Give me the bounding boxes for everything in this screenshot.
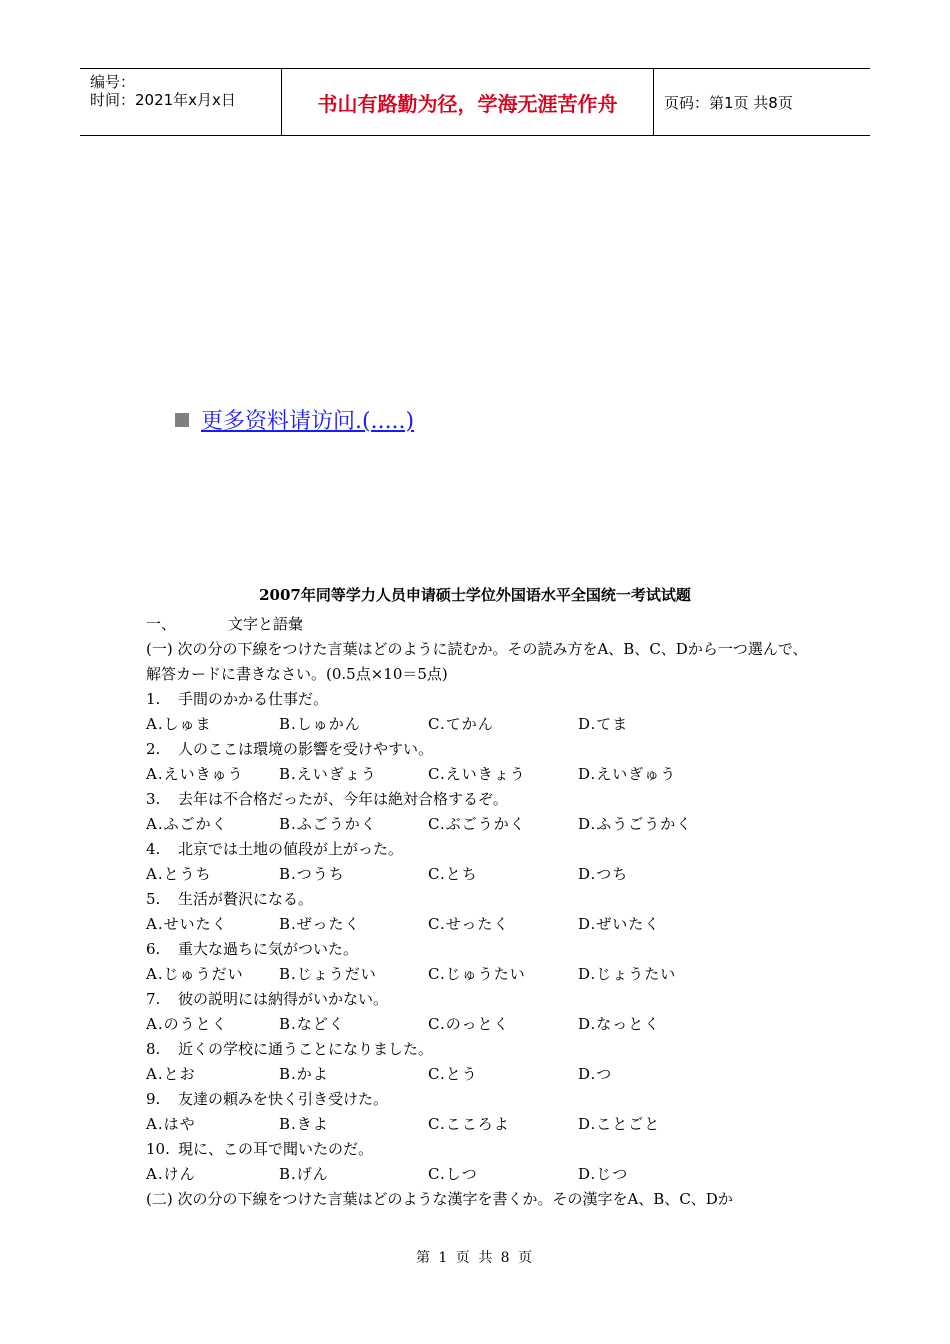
- answer-options: [146, 812, 816, 837]
- section-number: 一、: [146, 615, 177, 633]
- question-text: 生活が贅沢になる。: [178, 890, 314, 908]
- answer-options: [146, 1112, 816, 1137]
- answer-option: D.なっとく: [578, 1015, 661, 1033]
- answer-option: C.しつ: [428, 1165, 478, 1183]
- question-stem: [146, 1087, 816, 1112]
- answer-option: A.はや: [146, 1115, 196, 1133]
- answer-option: A.えいきゅう: [146, 765, 244, 783]
- answer-option: B.つうち: [279, 865, 345, 883]
- answer-options: [146, 912, 816, 937]
- answer-option: C.てかん: [428, 715, 494, 733]
- question-text: 近くの学校に通うことになりました。: [178, 1040, 434, 1058]
- answer-options: [146, 1012, 816, 1037]
- question-text: 友達の頼みを快く引き受けた。: [178, 1090, 389, 1108]
- question-number: 7.: [146, 990, 161, 1008]
- answer-option: C.こころよ: [428, 1115, 510, 1133]
- header-meta: [80, 69, 282, 135]
- part1-instruction: (一) 次の分の下線をつけた言葉はどのように読むか。その読み方をA、B、C、Dから一つ選んで、解答カードに書きなさい。(0.5点×10＝5点): [146, 640, 808, 683]
- question-text: 人のここは環境の影響を受けやすい。: [178, 740, 434, 758]
- answer-option: D.えいぎゅう: [578, 765, 677, 783]
- answer-option: A.ふごかく: [146, 815, 228, 833]
- answer-options: [146, 762, 816, 787]
- question-number: 2.: [146, 740, 161, 758]
- question-stem: [146, 1037, 816, 1062]
- answer-option: B.えいぎょう: [279, 765, 377, 783]
- question-stem: [146, 737, 816, 762]
- answer-option: B.ぜったく: [279, 915, 361, 933]
- question-text: 重大な過ちに気がついた。: [178, 940, 359, 958]
- answer-option: D.ことごと: [578, 1115, 661, 1133]
- question-list: [146, 687, 816, 1187]
- answer-option: B.きよ: [279, 1115, 329, 1133]
- answer-options: [146, 712, 816, 737]
- answer-option: B.かよ: [279, 1065, 329, 1083]
- header-page-code: [654, 69, 870, 135]
- question-stem: [146, 887, 816, 912]
- answer-option: B.などく: [279, 1015, 345, 1033]
- question-stem: [146, 1137, 816, 1162]
- exam-content: [146, 612, 816, 1212]
- header-motto-cell: [282, 69, 654, 135]
- answer-option: C.じゅうたい: [428, 965, 526, 983]
- answer-option: C.ぶごうかく: [428, 815, 526, 833]
- answer-option: D.ぜいたく: [578, 915, 661, 933]
- question-stem: [146, 687, 816, 712]
- question-number: 3.: [146, 790, 161, 808]
- question-number: 10.: [146, 1140, 170, 1158]
- question-number: 4.: [146, 840, 161, 858]
- answer-option: B.じょうだい: [279, 965, 377, 983]
- question-number: 8.: [146, 1040, 161, 1058]
- more-resources-link[interactable]: 更多资料请访问.(.....): [201, 409, 415, 434]
- question-number: 6.: [146, 940, 161, 958]
- question-stem: [146, 937, 816, 962]
- answer-options: [146, 1062, 816, 1087]
- answer-option: D.つち: [578, 865, 629, 883]
- answer-option: C.とち: [428, 865, 478, 883]
- question-text: 去年は不合格だったが、今年は絶対合格するぞ。: [178, 790, 508, 808]
- question-text: 彼の説明には納得がいかない。: [178, 990, 389, 1008]
- page-footer: 第 1 页 共 8 页: [415, 1250, 535, 1266]
- question-stem: [146, 837, 816, 862]
- answer-option: A.せいたく: [146, 915, 228, 933]
- answer-options: [146, 962, 816, 987]
- question-text: 手間のかかる仕事だ。: [178, 690, 329, 708]
- answer-options: [146, 1162, 816, 1187]
- answer-option: D.じょうたい: [578, 965, 677, 983]
- answer-option: D.じつ: [578, 1165, 629, 1183]
- more-resources: [175, 404, 414, 435]
- document-title: 2007年同等学力人员申请硕士学位外国语水平全国统一考试试题: [259, 586, 691, 604]
- square-bullet-icon: [175, 413, 189, 427]
- time-label: 时间：2021年x月x日: [90, 91, 236, 109]
- question-number: 9.: [146, 1090, 161, 1108]
- question-number: 5.: [146, 890, 161, 908]
- question-stem: [146, 987, 816, 1012]
- page-header: [80, 68, 870, 136]
- motto: 书山有路勤为径，学海无涯苦作舟: [317, 91, 618, 116]
- question-text: 現に、この耳で聞いたのだ。: [178, 1140, 374, 1158]
- answer-option: A.とうち: [146, 865, 212, 883]
- answer-option: B.げん: [279, 1165, 329, 1183]
- section-heading: [146, 612, 816, 637]
- answer-option: C.のっとく: [428, 1015, 510, 1033]
- question-text: 北京では土地の値段が上がった。: [178, 840, 404, 858]
- question-number: 1.: [146, 690, 161, 708]
- answer-option: A.けん: [146, 1165, 196, 1183]
- answer-option: C.とう: [428, 1065, 478, 1083]
- answer-option: D.ふうごうかく: [578, 815, 693, 833]
- answer-option: A.とお: [146, 1065, 196, 1083]
- answer-option: D.てま: [578, 715, 629, 733]
- answer-option: C.えいきょう: [428, 765, 526, 783]
- answer-option: A.しゅま: [146, 715, 212, 733]
- answer-options: [146, 862, 816, 887]
- page-code: 页码：第1页 共8页: [664, 93, 793, 112]
- answer-option: B.しゅかん: [279, 715, 361, 733]
- answer-option: A.じゅうだい: [146, 965, 244, 983]
- answer-option: A.のうとく: [146, 1015, 228, 1033]
- number-label: 编号：: [90, 73, 136, 91]
- question-stem: [146, 787, 816, 812]
- section-title: 文字と語彙: [228, 615, 304, 633]
- answer-option: D.つ: [578, 1065, 613, 1083]
- answer-option: B.ふごうかく: [279, 815, 377, 833]
- answer-option: C.せったく: [428, 915, 510, 933]
- part2-instruction: (二) 次の分の下線をつけた言葉はどのような漢字を書くか。その漢字をA、B、C、Dか: [146, 1190, 733, 1208]
